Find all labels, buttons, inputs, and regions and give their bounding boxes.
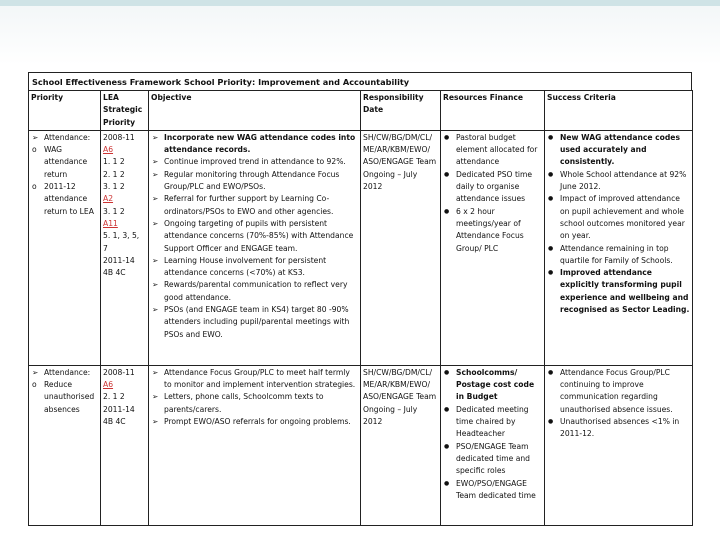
responsibility-date: Ongoing – July 2012: [363, 169, 418, 192]
responsibility-staff: SH/CW/BG/DM/CL/ ME/AR/KBM/EWO/ ASO/ENGAGE Team: [363, 367, 437, 402]
list-item-text: Rewards/parental communication to reflect very good attendance.: [164, 280, 348, 302]
list-item-text: New WAG attendance codes used accurately and consistently.: [560, 132, 680, 167]
list-item-text: 2011-12 attendance return to LEA: [44, 182, 94, 216]
list-item: [547, 193, 690, 242]
row1-resources-cell: [441, 130, 545, 365]
list-item: [31, 144, 98, 181]
lea-code: 2011-14: [103, 255, 135, 265]
arrow-bullet-icon: ➢: [152, 392, 159, 402]
priority-document: [28, 72, 694, 536]
list-item-text: Attendance Focus Group/PLC continuing to improve communication regarding unauthorised absence issues.: [560, 367, 673, 414]
list-item-text: 6 x 2 hour meetings/year of Attendance Focus Group/ PLC: [456, 206, 524, 253]
list-item: [443, 206, 542, 255]
list-item: [31, 132, 98, 144]
dot-bullet-icon: ●: [548, 170, 554, 178]
top-accent-bar: [0, 0, 720, 6]
row2-responsibility-cell: [361, 365, 441, 525]
row1-success-cell: [545, 130, 693, 365]
list-item: [151, 169, 358, 194]
dot-bullet-icon: ●: [444, 133, 450, 141]
lea-code-link[interactable]: A6: [103, 380, 114, 390]
list-item-text: PSOs (and ENGAGE team in KS4) target 80 -90% attenders including pupil/parental meetings with PSOs and EWO.: [164, 305, 350, 339]
row1-lea-cell: [101, 130, 149, 365]
lea-code: 2008-11: [103, 132, 135, 142]
lea-code: 3. 1 2: [103, 182, 125, 192]
list-item: [151, 416, 358, 428]
lea-code: 4B 4C: [103, 417, 126, 427]
list-item: [443, 132, 542, 169]
priority-table: [28, 90, 693, 526]
header-responsibility: Responsibility Date: [361, 91, 441, 131]
list-item-text: Reduce unauthorised absences: [44, 380, 95, 414]
list-item: [443, 478, 542, 503]
header-success: Success Criteria: [545, 91, 693, 131]
header-row: [29, 91, 693, 131]
list-item: [547, 169, 690, 194]
header-objective: Objective: [149, 91, 361, 131]
list-item: [151, 304, 358, 341]
list-item-text: Schoolcomms/ Postage cost code in Budget: [456, 367, 535, 402]
dot-bullet-icon: ●: [444, 479, 450, 487]
lea-code: 5. 1, 3, 5, 7: [103, 231, 140, 253]
list-item-text: Dedicated PSO time daily to organise attendance issues: [456, 169, 533, 204]
list-item-text: Dedicated meeting time chaired by Headteacher: [456, 404, 529, 439]
arrow-bullet-icon: ➢: [152, 367, 159, 377]
dot-bullet-icon: ●: [548, 195, 554, 203]
list-item: [151, 156, 358, 168]
dot-bullet-icon: ●: [548, 269, 554, 277]
lea-code: 2008-11: [103, 367, 135, 377]
lea-code: 2. 1 2: [103, 392, 125, 402]
row1-responsibility-cell: [361, 130, 441, 365]
dot-bullet-icon: ●: [548, 244, 554, 252]
list-item: [151, 255, 358, 280]
dot-bullet-icon: ●: [444, 442, 450, 450]
list-item-text: Prompt EWO/ASO referrals for ongoing problems.: [164, 417, 351, 427]
list-item: [151, 391, 358, 416]
list-item: [151, 279, 358, 304]
list-item: [547, 132, 690, 169]
row2-success-cell: [545, 365, 693, 525]
list-item-text: Referral for further support by Learning Co-ordinators/PSOs to EWO and other agencies.: [164, 194, 334, 216]
lea-code: 3. 1 2: [103, 206, 125, 216]
list-item-text: Attendance remaining in top quartile for Family of Schools.: [560, 243, 673, 265]
header-priority: Priority: [29, 91, 101, 131]
row2-lea-cell: [101, 365, 149, 525]
list-item-text: EWO/PSO/ENGAGE Team dedicated time: [456, 478, 536, 500]
lea-code: 4B 4C: [103, 268, 126, 278]
responsibility-date: Ongoing – July 2012: [363, 404, 418, 427]
list-item-text: Continue improved trend in attendance to 92%.: [164, 157, 346, 167]
row2-objective-cell: [149, 365, 361, 525]
arrow-bullet-icon: ➢: [152, 132, 159, 142]
list-item-text: Pastoral budget element allocated for attendance: [456, 132, 538, 167]
circle-bullet-icon: o: [32, 145, 37, 155]
arrow-bullet-icon: ➢: [152, 417, 159, 427]
list-item: [443, 169, 542, 206]
lea-code: 2. 1 2: [103, 169, 125, 179]
list-item: [443, 441, 542, 478]
list-item-text: Ongoing targeting of pupils with persistent attendance concerns (70%-85%) with Attendance Support Officer and ENGAGE team.: [164, 218, 354, 253]
table-row: [29, 130, 693, 365]
arrow-bullet-icon: ➢: [32, 367, 39, 377]
document-title: School Effectiveness Framework School Priority: Improvement and Accountability: [28, 72, 692, 90]
list-item-text: Attendance:: [44, 132, 91, 142]
list-item: [443, 404, 542, 441]
list-item-text: Attendance:: [44, 367, 91, 377]
lea-code-link[interactable]: A6: [103, 145, 114, 155]
arrow-bullet-icon: ➢: [152, 157, 159, 167]
row1-objective-cell: [149, 130, 361, 365]
table-row: [29, 365, 693, 525]
list-item: [547, 243, 690, 268]
list-item: [151, 193, 358, 218]
dot-bullet-icon: ●: [548, 368, 554, 376]
dot-bullet-icon: ●: [444, 368, 450, 376]
list-item: [547, 416, 690, 441]
circle-bullet-icon: o: [32, 182, 37, 192]
dot-bullet-icon: ●: [548, 418, 554, 426]
dot-bullet-icon: ●: [548, 133, 554, 141]
header-resources: Resources Finance: [441, 91, 545, 131]
arrow-bullet-icon: ➢: [32, 132, 39, 142]
arrow-bullet-icon: ➢: [152, 280, 159, 290]
list-item-text: WAG attendance return: [44, 145, 88, 179]
list-item: [31, 367, 98, 379]
row2-resources-cell: [441, 365, 545, 525]
list-item-text: Whole School attendance at 92% June 2012.: [560, 169, 687, 192]
responsibility-staff: SH/CW/BG/DM/CL/ ME/AR/KBM/EWO/ ASO/ENGAGE Team: [363, 132, 437, 167]
dot-bullet-icon: ●: [444, 207, 450, 215]
dot-bullet-icon: ●: [444, 170, 450, 178]
row2-priority-cell: [29, 365, 101, 525]
list-item: [547, 367, 690, 416]
list-item: [31, 379, 98, 416]
arrow-bullet-icon: ➢: [152, 255, 159, 265]
list-item: [151, 218, 358, 255]
list-item: [151, 367, 358, 392]
list-item-text: Incorporate new WAG attendance codes into attendance records.: [164, 132, 356, 155]
list-item-text: Letters, phone calls, Schoolcomm texts to parents/carers.: [164, 392, 324, 414]
list-item-text: PSO/ENGAGE Team dedicated time and specific roles: [456, 441, 530, 476]
list-item: [31, 181, 98, 218]
lea-code: 2011-14: [103, 404, 135, 414]
arrow-bullet-icon: ➢: [152, 169, 159, 179]
lea-code-link[interactable]: A11: [103, 218, 118, 228]
list-item-text: Regular monitoring through Attendance Focus Group/PLC and EWO/PSOs.: [164, 169, 340, 192]
arrow-bullet-icon: ➢: [152, 305, 159, 315]
list-item-text: Learning House involvement for persistent attendance concerns (<70%) at KS3.: [164, 255, 327, 278]
list-item: [443, 367, 542, 404]
list-item: [547, 267, 690, 316]
list-item-text: Improved attendance explicitly transforming pupil experience and wellbeing and recognised as Sector Leading.: [560, 268, 690, 315]
header-lea: LEA Strategic Priority: [101, 91, 149, 131]
dot-bullet-icon: ●: [444, 405, 450, 413]
arrow-bullet-icon: ➢: [152, 194, 159, 204]
list-item-text: Attendance Focus Group/PLC to meet half termly to monitor and implement intervention strategies.: [164, 367, 356, 390]
arrow-bullet-icon: ➢: [152, 218, 159, 228]
circle-bullet-icon: o: [32, 380, 37, 390]
row1-priority-cell: [29, 130, 101, 365]
list-item: [151, 132, 358, 157]
lea-code-link[interactable]: A2: [103, 194, 114, 204]
list-item-text: Impact of improved attendance on pupil achievement and whole school outcomes monitored year on year.: [560, 194, 685, 241]
list-item-text: Unauthorised absences <1% in 2011-12.: [560, 417, 680, 439]
lea-code: 1. 1 2: [103, 157, 125, 167]
